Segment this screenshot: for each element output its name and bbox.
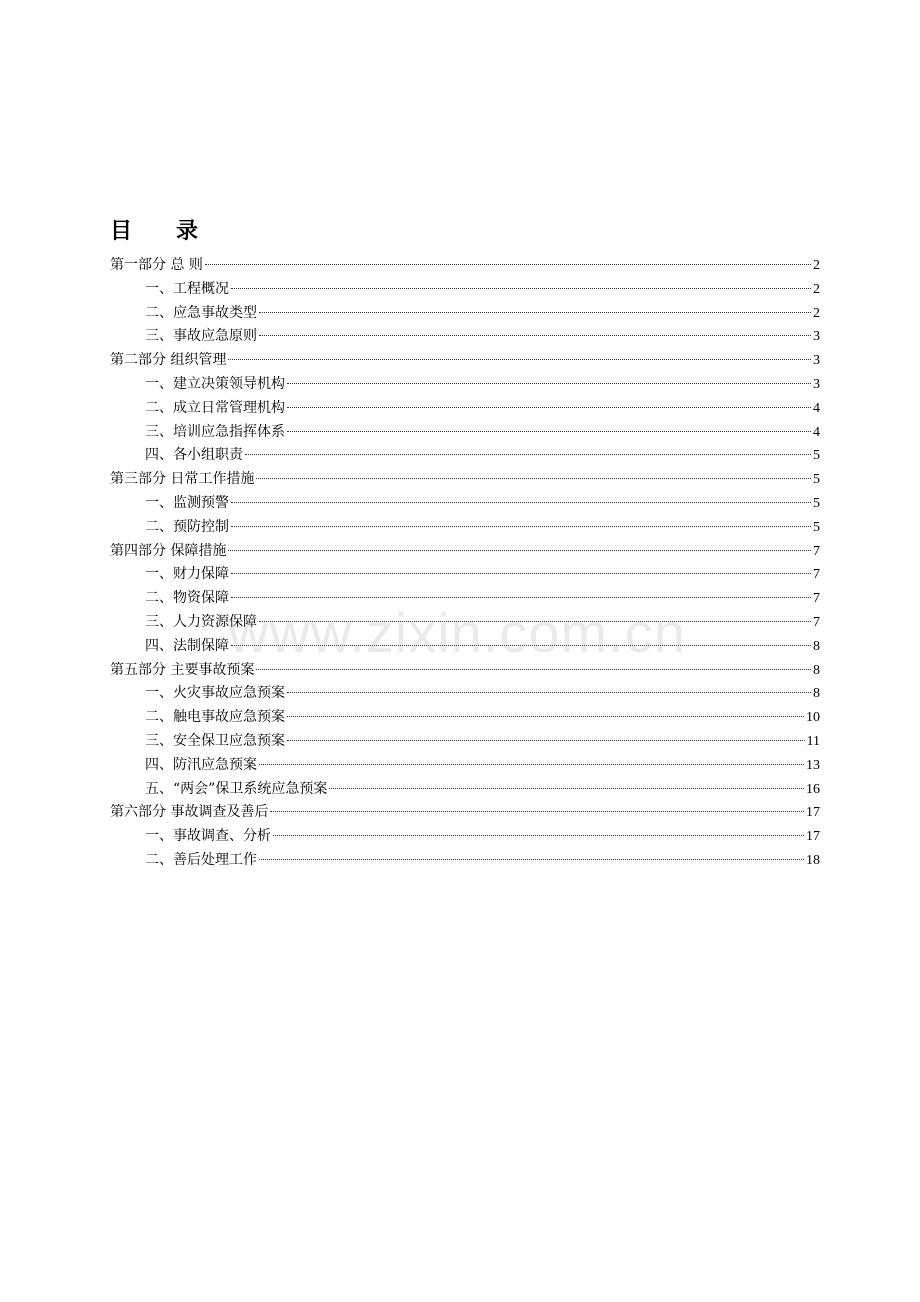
- toc-subsection-entry[interactable]: [110, 325, 820, 349]
- toc-entry-label: 第二部分 组织管理: [110, 352, 227, 369]
- toc-entry-label: 三、安全保卫应急预案: [145, 732, 285, 749]
- toc-entry-label: 第六部分 事故调查及善后: [110, 804, 269, 821]
- toc-page-number: 2: [813, 305, 820, 321]
- toc-page-number: 2: [813, 281, 820, 297]
- toc-subsection-entry[interactable]: [110, 397, 820, 421]
- toc-dot-leader: [231, 572, 811, 574]
- toc-page-number: 4: [813, 424, 820, 440]
- toc-dot-leader: [259, 334, 811, 336]
- toc-entry-label: 四、各小组职责: [145, 447, 243, 464]
- toc-entry-label: 一、火灾事故应急预案: [145, 685, 285, 702]
- toc-subsection-entry[interactable]: [110, 635, 820, 659]
- toc-subsection-entry[interactable]: [110, 563, 820, 587]
- toc-dot-leader: [228, 549, 811, 551]
- toc-section-entry[interactable]: [110, 468, 820, 492]
- toc-page-number: 2: [813, 258, 820, 273]
- toc-dot-leader: [287, 430, 811, 432]
- toc-dot-leader: [270, 810, 804, 812]
- toc-dot-leader: [245, 453, 811, 455]
- toc-page-number: 17: [806, 829, 820, 845]
- toc-entry-label: 五、“两会”保卫系统应急预案: [145, 780, 328, 797]
- toc-dot-leader: [287, 739, 805, 741]
- toc-subsection-entry[interactable]: [110, 444, 820, 468]
- toc-subsection-entry[interactable]: [110, 492, 820, 516]
- toc-subsection-entry[interactable]: [110, 730, 820, 754]
- toc-subsection-entry[interactable]: [110, 516, 820, 540]
- toc-entry-label: 一、财力保障: [145, 566, 229, 583]
- toc-page-number: 3: [813, 353, 820, 369]
- toc-section-entry[interactable]: [110, 659, 820, 683]
- toc-dot-leader: [287, 406, 811, 408]
- toc-dot-leader: [259, 858, 804, 860]
- toc-page-number: 7: [813, 567, 820, 583]
- toc-page-number: 3: [813, 376, 820, 392]
- toc-dot-leader: [273, 834, 804, 836]
- toc-page-number: 17: [806, 805, 820, 821]
- toc-subsection-entry[interactable]: [110, 825, 820, 849]
- toc-entry-label: 三、培训应急指挥体系: [145, 423, 285, 440]
- toc-dot-leader: [231, 596, 811, 598]
- toc-subsection-entry[interactable]: [110, 754, 820, 778]
- toc-entry-label: 一、工程概况: [145, 280, 229, 297]
- toc-entry-label: 一、建立决策领导机构: [145, 375, 285, 392]
- toc-subsection-entry[interactable]: [110, 278, 820, 302]
- toc-entry-label: 三、事故应急原则: [145, 328, 257, 345]
- toc-page-number: 7: [813, 543, 820, 559]
- toc-page-number: 7: [813, 591, 820, 607]
- toc-entry-label: 二、成立日常管理机构: [145, 399, 285, 416]
- toc-dot-leader: [287, 691, 811, 693]
- toc-subsection-entry[interactable]: [110, 421, 820, 445]
- toc-page-number: 8: [813, 686, 820, 702]
- toc-dot-leader: [231, 525, 811, 527]
- toc-section-entry[interactable]: [110, 540, 820, 564]
- toc-entry-label: 一、事故调查、分析: [145, 828, 271, 845]
- toc-page-number: 18: [806, 852, 820, 868]
- toc-subsection-entry[interactable]: [110, 706, 820, 730]
- toc-dot-leader: [231, 644, 811, 646]
- toc-page-number: 11: [806, 733, 820, 749]
- toc-page-number: 5: [813, 448, 820, 464]
- toc-page-number: 4: [813, 400, 820, 416]
- toc-page-number: 5: [813, 519, 820, 535]
- toc-dot-leader: [259, 311, 811, 313]
- toc-entry-label: 二、应急事故类型: [145, 304, 257, 321]
- toc-title: 目 录: [110, 219, 199, 244]
- toc-page-number: 5: [813, 472, 820, 488]
- toc-dot-leader: [259, 763, 804, 765]
- toc-entry-label: 四、防汛应急预案: [145, 756, 257, 773]
- toc-subsection-entry[interactable]: [110, 302, 820, 326]
- toc-entry-label: 二、善后处理工作: [145, 851, 257, 868]
- toc-list: [110, 254, 820, 873]
- toc-subsection-entry[interactable]: [110, 682, 820, 706]
- toc-page-number: 5: [813, 495, 820, 511]
- toc-entry-label: 二、预防控制: [145, 518, 229, 535]
- toc-dot-leader: [231, 501, 811, 503]
- toc-page-number: 10: [806, 710, 820, 726]
- toc-subsection-entry[interactable]: [110, 849, 820, 873]
- toc-dot-leader: [228, 358, 811, 360]
- toc-entry-label: 四、法制保障: [145, 637, 229, 654]
- toc-section-entry[interactable]: [110, 349, 820, 373]
- toc-subsection-entry[interactable]: [110, 611, 820, 635]
- toc-entry-label: 三、人力资源保障: [145, 613, 257, 630]
- toc-entry-label: 一、监测预警: [145, 494, 229, 511]
- toc-dot-leader: [256, 668, 811, 670]
- toc-subsection-entry[interactable]: [110, 778, 820, 802]
- toc-dot-leader: [205, 263, 811, 265]
- toc-entry-label: 第四部分 保障措施: [110, 542, 227, 559]
- toc-page-number: 13: [806, 757, 820, 773]
- toc-dot-leader: [329, 787, 804, 789]
- toc-page-number: 8: [813, 638, 820, 654]
- toc-dot-leader: [287, 715, 804, 717]
- toc-section-entry[interactable]: [110, 254, 820, 278]
- toc-page-number: 8: [813, 662, 820, 678]
- toc-page-number: 16: [806, 781, 820, 797]
- watermark: www.zixin.com.cn: [228, 601, 686, 664]
- toc-page-number: 3: [813, 329, 820, 345]
- toc-subsection-entry[interactable]: [110, 587, 820, 611]
- toc-entry-label: 第三部分 日常工作措施: [110, 471, 255, 488]
- toc-subsection-entry[interactable]: [110, 373, 820, 397]
- toc-entry-label: 二、物资保障: [145, 590, 229, 607]
- toc-dot-leader: [256, 477, 811, 479]
- toc-entry-label: 第五部分 主要事故预案: [110, 661, 255, 678]
- toc-dot-leader: [287, 382, 811, 384]
- toc-entry-label: 第一部分 总 则: [110, 257, 203, 273]
- toc-dot-leader: [259, 620, 811, 622]
- toc-section-entry[interactable]: [110, 801, 820, 825]
- toc-dot-leader: [231, 287, 811, 289]
- toc-page-number: 7: [813, 614, 820, 630]
- toc-entry-label: 二、触电事故应急预案: [145, 709, 285, 726]
